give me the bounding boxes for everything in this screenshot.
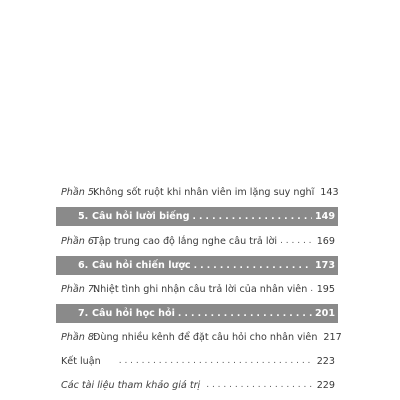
entry-title: Các tài liệu tham khảo giá trị bbox=[61, 379, 201, 391]
page-number: 223 bbox=[316, 355, 335, 367]
page-number: 195 bbox=[316, 283, 335, 295]
page-number: 201 bbox=[314, 308, 335, 319]
part-label: Phần 5: bbox=[61, 186, 98, 198]
dot-leader bbox=[192, 212, 312, 222]
toc-entry-part-8[interactable] bbox=[56, 327, 342, 347]
part-label: Phần 8: bbox=[61, 331, 98, 343]
dot-leader bbox=[119, 356, 314, 366]
chapter-number: 7. bbox=[78, 308, 89, 319]
toc-chapter-5[interactable] bbox=[56, 207, 338, 226]
toc-chapter-6[interactable] bbox=[56, 256, 338, 275]
dot-leader bbox=[178, 309, 312, 319]
chapter-title: Câu hỏi học hỏi bbox=[92, 308, 175, 319]
page-number: 217 bbox=[323, 331, 342, 343]
chapter-title: Câu hỏi chiến lược bbox=[92, 260, 191, 271]
entry-title: Nhiệt tình ghi nhận câu trả lời của nhân viên bbox=[93, 283, 308, 295]
dot-leader bbox=[194, 261, 312, 271]
toc-chapter-7[interactable] bbox=[56, 304, 338, 323]
part-label: Phần 7: bbox=[61, 283, 98, 295]
part-label: Phần 6: bbox=[61, 235, 98, 247]
dot-leader bbox=[280, 236, 314, 246]
page-number: 149 bbox=[314, 211, 335, 222]
page-number: 229 bbox=[316, 379, 335, 391]
chapter-title: Câu hỏi lười biếng bbox=[92, 211, 190, 222]
toc-entry-part-7[interactable] bbox=[56, 279, 338, 299]
entry-title: Dùng nhiều kênh để đặt câu hỏi cho nhân viên bbox=[93, 331, 318, 343]
entry-title: Tập trung cao độ lắng nghe câu trả lời bbox=[93, 235, 278, 247]
toc-entry-part-5[interactable] bbox=[56, 182, 338, 202]
chapter-number: 5. bbox=[78, 211, 89, 222]
entry-title: Không sốt ruột khi nhân viên im lặng suy nghĩ bbox=[93, 186, 315, 198]
entry-title: Kết luận bbox=[61, 355, 101, 367]
dot-leader bbox=[206, 380, 313, 390]
toc-entry-references[interactable] bbox=[56, 375, 338, 395]
page-number: 169 bbox=[316, 235, 335, 247]
page-number: 173 bbox=[314, 260, 335, 271]
toc-entry-conclusion[interactable] bbox=[56, 351, 338, 371]
page-number: 143 bbox=[320, 186, 339, 198]
toc-entry-part-6[interactable] bbox=[56, 231, 338, 251]
chapter-number: 6. bbox=[78, 260, 89, 271]
